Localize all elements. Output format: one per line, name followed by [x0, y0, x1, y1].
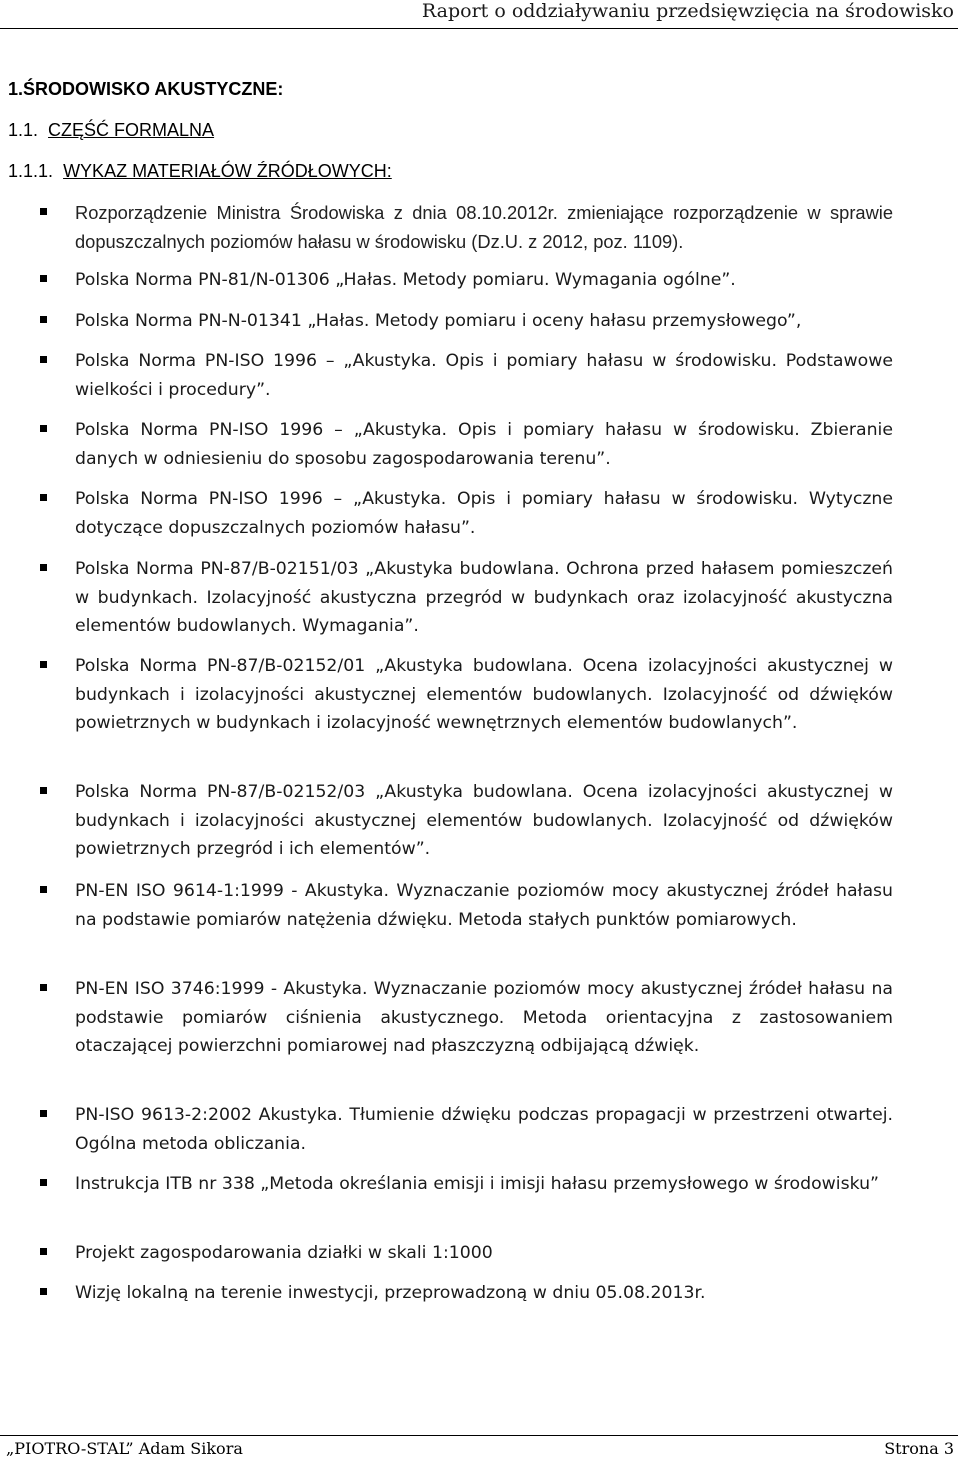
- header-title: Raport o oddziaływaniu przedsięwzięcia na środowisko: [421, 0, 954, 22]
- list-item-text: PN-EN ISO 9614-1:1999 - Akustyka. Wyznaczanie poziomów mocy akustycznej źródeł hałasu na podstawie pomiarów natężenia dźwięku. Metoda stałych punktów pomiarowych.: [75, 881, 893, 930]
- bullet-square-icon: [40, 208, 47, 215]
- bullet-square-icon: [40, 275, 47, 282]
- bullet-square-icon: [40, 1179, 47, 1186]
- bullet-square-icon: [40, 787, 47, 794]
- bullet-square-icon: [40, 356, 47, 363]
- list-item-text: Polska Norma PN-87/B-02152/03 „Akustyka budowlana. Ocena izolacyjności akustycznej w budynkach i izolacyjności akustycznej elementów budowlanych. Izolacyjność od dźwięków powietrznych przegród i ich elementów”.: [75, 782, 893, 860]
- page-footer: [0, 1435, 958, 1461]
- list-item-text: Projekt zagospodarowania działki w skali 1:1000: [75, 1243, 493, 1263]
- footer-page-number: Strona 3: [884, 1439, 954, 1458]
- list-item-text: Polska Norma PN-ISO 1996 – „Akustyka. Opis i pomiary hałasu w środowisku. Wytyczne dotyczące dopuszczalnych poziomów hałasu”.: [75, 489, 893, 538]
- bullet-square-icon: [40, 984, 47, 991]
- list-item-text: Polska Norma PN-81/N-01306 „Hałas. Metody pomiaru. Wymagania ogólne”.: [75, 270, 736, 290]
- list-item-text: Wizję lokalną na terenie inwestycji, przeprowadzoną w dniu 05.08.2013r.: [75, 1283, 706, 1303]
- bullet-square-icon: [40, 494, 47, 501]
- heading-level-3-number: 1.1.1.: [8, 161, 54, 181]
- bullet-square-icon: [40, 564, 47, 571]
- heading-level-1: 1.ŚRODOWISKO AKUSTYCZNE:: [8, 79, 284, 99]
- list-item-text: PN-ISO 9613-2:2002 Akustyka. Tłumienie dźwięku podczas propagacji w przestrzeni otwartej. Ogólna metoda obliczania.: [75, 1105, 893, 1154]
- bullet-square-icon: [40, 886, 47, 893]
- list-item-text: Polska Norma PN-ISO 1996 – „Akustyka. Opis i pomiary hałasu w środowisku. Zbieranie danych w odniesieniu do sposobu zagospodarowania terenu”.: [75, 420, 893, 469]
- heading-level-2-number: 1.1.: [8, 120, 39, 140]
- list-item-text: Polska Norma PN-87/B-02151/03 „Akustyka budowlana. Ochrona przed hałasem pomieszczeń w budynkach. Izolacyjność akustyczna przegród w budynkach oraz izolacyjność akustyczna elementów budowlanych. Wymagania”.: [75, 559, 893, 637]
- bullet-square-icon: [40, 1248, 47, 1255]
- bullet-square-icon: [40, 425, 47, 432]
- list-item-text: Instrukcja ITB nr 338 „Metoda określania emisji i imisji hałasu przemysłowego w środowisku”: [75, 1174, 879, 1194]
- bullet-square-icon: [40, 1110, 47, 1117]
- footer-company: „PIOTRO-STAL” Adam Sikora: [6, 1439, 243, 1458]
- list-item-text: Polska Norma PN-87/B-02152/01 „Akustyka budowlana. Ocena izolacyjności akustycznej w budynkach i izolacyjności akustycznej elementów budowlanych. Izolacyjność od dźwięków powietrznych w budynkach i izolacyjność wewnętrznych elementów budowlanych”.: [75, 656, 893, 734]
- list-item-text: Rozporządzenie Ministra Środowiska z dnia 08.10.2012r. zmieniające rozporządzenie w sprawie dopuszczalnych poziomów hałasu w środowisku (Dz.U. z 2012, poz. 1109).: [75, 202, 893, 252]
- list-item-text: Polska Norma PN-ISO 1996 – „Akustyka. Opis i pomiary hałasu w środowisku. Podstawowe wielkości i procedury”.: [75, 351, 893, 400]
- heading-level-2-text: CZĘŚĆ FORMALNA: [48, 120, 215, 140]
- list-item-text: PN-EN ISO 3746:1999 - Akustyka. Wyznaczanie poziomów mocy akustycznej źródeł hałasu na podstawie pomiarów ciśnienia akustycznego. Metoda orientacyjna z zastosowaniem otaczającej powierzchni pomiarowej nad płaszczyzną odbijającą dźwięk.: [75, 979, 893, 1057]
- bullet-square-icon: [40, 316, 47, 323]
- bullet-square-icon: [40, 1288, 47, 1295]
- list-item-text: Polska Norma PN-N-01341 „Hałas. Metody pomiaru i oceny hałasu przemysłowego”,: [75, 311, 802, 331]
- heading-level-3-text: WYKAZ MATERIAŁÓW ŹRÓDŁOWYCH:: [63, 161, 392, 181]
- bullet-square-icon: [40, 661, 47, 668]
